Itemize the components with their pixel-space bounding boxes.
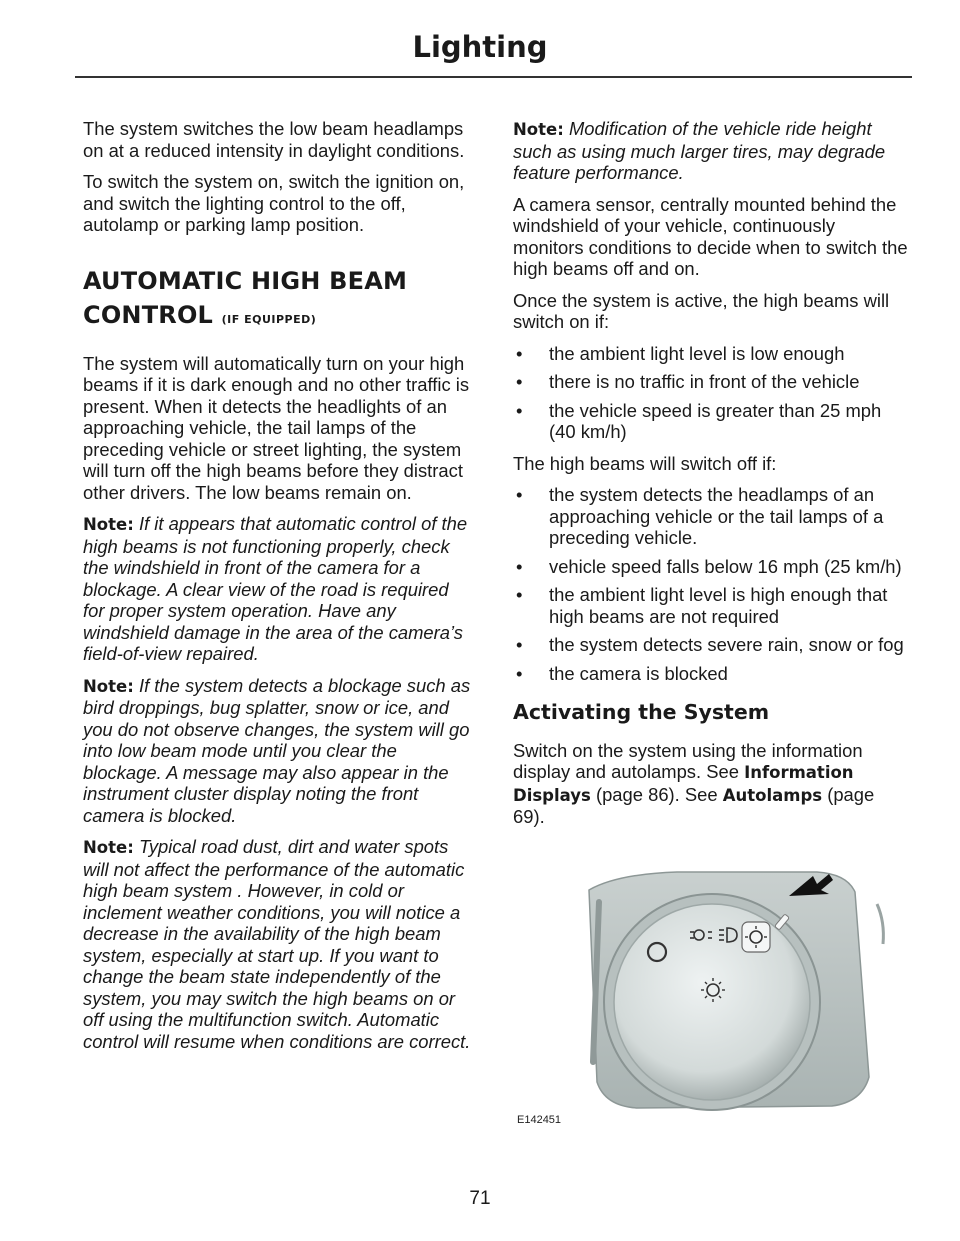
page-title: Lighting [412,30,548,64]
switch-off-if-paragraph: The high beams will switch off if: [513,452,777,474]
activation-paragraph [513,740,910,828]
on-conditions-list [513,343,910,443]
note-blockage-detected [83,675,475,827]
camera-paragraph: A camera sensor, centrally mounted behind the windshield of your vehicle, continuously monitors conditions to decide when to switch the high beams off and on. [513,193,908,279]
note-text: Typical road dust, dirt and water spots will not affect the performance of the automatic high beam system . However, in cold or inclement weather conditions, you will notice a decrease in the availability of the high beam system, especially at start up. If you want to change the beam state independently of the system, you may switch the high beams on or off using the multifunction switch. Automatic control will resume when conditions are correct. [83,836,471,1052]
list-item: • the ambient light level is low enough [513,343,910,365]
left-column [83,118,475,1062]
xref-autolamps[interactable]: Autolamps [722,785,823,805]
note-text: If it appears that automatic control of the high beams is not functioning properly, check the windshield in front of the camera for a blockage. A clear view of the road is required for proper system operation. Have any windshield damage in the area of the camera’s field-of-view repaired. [83,513,468,664]
list-item: • the system detects the headlamps of an approaching vehicle or the tail lamps of a preceding vehicle. [513,484,910,549]
list-item: • the camera is blocked [513,663,910,685]
switch-on-paragraph: To switch the system on, switch the ignition on, and switch the lighting control to the off, autolamp or parking lamp position. [83,171,465,235]
list-item: • vehicle speed falls below 16 mph (25 km/h) [513,556,910,578]
header-divider [75,76,912,78]
list-item: • the system detects severe rain, snow or fog [513,634,910,656]
right-column [513,118,910,838]
activation-text: Switch on the system using the information display and autolamps. See [513,739,863,782]
note-text: Modification of the vehicle ride height such as using much larger tires, may degrade feature performance. [513,118,886,183]
note-label: Note: [513,120,564,139]
list-item: • the ambient light level is high enough that high beams are not required [513,584,910,627]
note-ride-height [513,118,910,184]
xref-page-text: (page 86). See [590,783,723,805]
note-label: Note: [83,676,134,696]
section-heading [83,264,475,337]
section-heading-text: AUTOMATIC HIGH BEAM CONTROL [83,266,408,329]
list-item: • there is no traffic in front of the vehicle [513,371,910,393]
list-item: • the vehicle speed is greater than 25 mph (40 km/h) [513,400,910,443]
note-road-dust [83,836,475,1052]
subheading: Activating the System [513,700,770,724]
note-text: If the system detects a blockage such as bird droppings, bug splatter, snow or ice, and you do not observe changes, the system will go into low beam mode until you clear the blockage. A message may also appear in the instrument cluster display noting the front camera is blocked. [83,674,471,826]
description-paragraph: The system will automatically turn on your high beams if it is dark enough and no other traffic is present. When it detects the headlights of an approaching vehicle, the tail lamps of the preceding vehicle or street lighting, the system will turn off the high beams before they distract other drivers. The low beams remain on. [83,352,470,503]
note-label: Note: [83,515,134,534]
intro-paragraph: The system switches the low beam headlamps on at a reduced intensity in daylight conditions. [83,118,465,161]
off-conditions-list [513,484,910,684]
switch-on-if-paragraph: Once the system is active, the high beams will switch on if: [513,289,890,332]
lighting-control-knob-illustration [517,862,907,1132]
xref-information-displays[interactable]: Information Displays [513,763,854,805]
figure-id: E142451 [517,1114,562,1126]
page-number: 71 [469,1188,491,1209]
xref-page-text: (page 69). [513,783,875,827]
section-qualifier: (IF EQUIPPED) [221,312,317,326]
note-blockage-check [83,513,475,665]
note-label: Note: [83,838,134,857]
lighting-control-figure [517,862,907,1132]
